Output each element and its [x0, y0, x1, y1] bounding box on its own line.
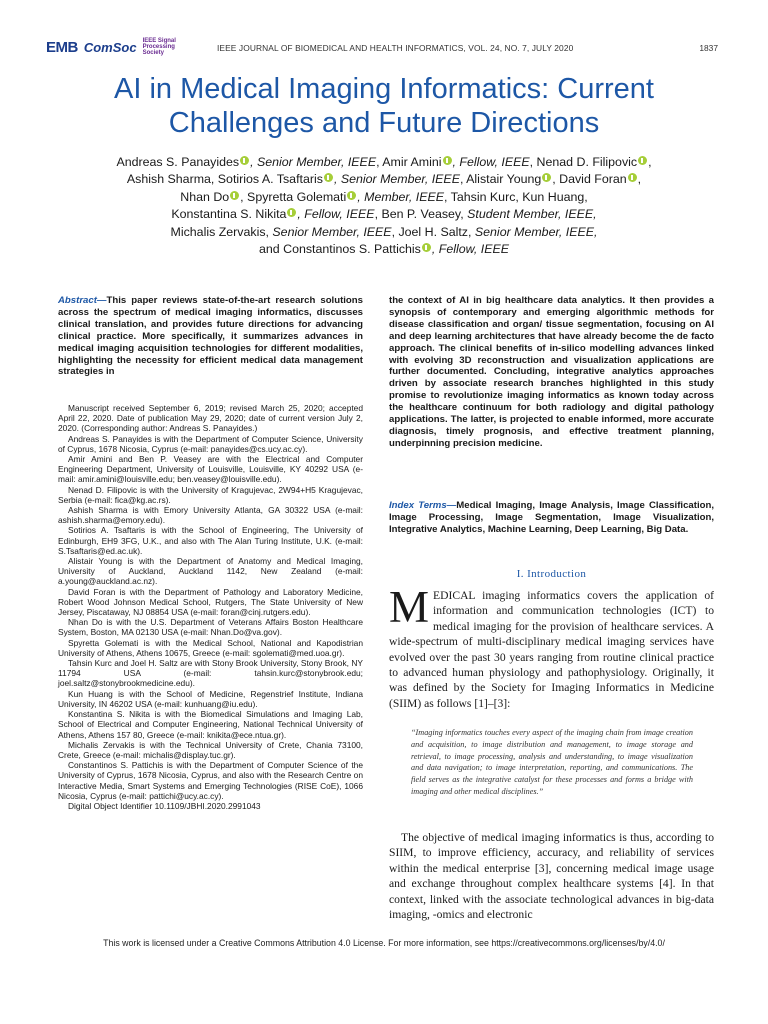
intro-paragraph-1 — [389, 582, 714, 711]
abstract-right: the context of AI in big healthcare data analytics. It then provides a synopsis of contemporary and emerging algorithmic methods for disease classification and organ/ tissue segmentation, focusing on AI and deep learning architectures that have already become the de facto approach. The clinical benefits of in-silico modelling advances linked with evolving 3D reconstruction and visualization applications are further documented. Concluding, integrative analytics approaches driven by associate research branches highlighted in this study promise to revolutionize imaging informatics as known today across the healthcare continuum for both radiology and digital pathology applications. The latter, is projected to enable informed, more accurate diagnosis, timely prognosis, and effective treatment planning, underpinning precision medicine. — [389, 295, 714, 449]
author-name: , Joel H. Saltz, — [391, 224, 475, 239]
page-number: 1837 — [699, 43, 718, 53]
footnote: Spyretta Golemati is with the Medical School, National and Kapodistrian University of Athens, Athens 10675, Greece (e-mail: sgolemati@med.uoa.gr). — [58, 637, 363, 658]
signal-processing-logo: IEEE Signal Processing Society — [142, 38, 176, 56]
doi[interactable]: Digital Object Identifier 10.1109/JBHI.2020.2991043 — [68, 800, 261, 811]
author-grade: , Member, IEEE — [357, 189, 444, 204]
footnote: Nhan Do is with the U.S. Department of Veterans Affairs Boston Healthcare System, Boston, MA 02130 USA (e-mail: Nhan.Do@va.gov). — [58, 617, 363, 638]
section-title: Introduction — [527, 568, 587, 580]
journal-header: IEEE JOURNAL OF BIOMEDICAL AND HEALTH INFORMATICS, VOL. 24, NO. 7, JULY 2020 — [217, 43, 574, 53]
orcid-icon[interactable] — [443, 156, 452, 165]
abstract-left — [58, 295, 363, 378]
author-grade: Student Member, IEEE, — [467, 207, 597, 222]
footnote: Sotirios A. Tsaftaris is with the School of Engineering, The University of Edinburgh, EH9 3FG, U.K., and also with The Alan Turing Institute, U.K. (e-mail: S.Tsaftaris@ed.ac.uk). — [58, 525, 363, 556]
footnote: Constantinos S. Pattichis is with the Department of Computer Science of the University of Cyprus, 1678 Nicosia, Cyprus, and also with the Research Centre on Interactive Media, Smart Systems and Emerging Technologies (RISE CoE), 1066 Nicosia, Cyprus (e-mail: pattichi@ucy.ac.cy). — [58, 760, 363, 801]
author-name: , Alistair Young — [459, 172, 542, 187]
author-name: , David Foran — [552, 172, 627, 187]
drop-cap: M — [389, 582, 430, 632]
footnote: Konstantina S. Nikita is with the Biomedical Simulations and Imaging Lab, School of Electrical and Computer Engineering, National Technical University of Athens, Athens 157 80, Greece (e-mail: knikita@ece.ntua.gr). — [58, 709, 363, 740]
footnote: Nenad D. Filipovic is with the University of Kragujevac, 2W94+H5 Kragujevac, Serbia (e-mail: fica@kg.ac.rs). — [58, 484, 363, 505]
footnote: Amir Amini and Ben P. Veasey are with the Electrical and Computer Engineering Department, University of Louisville, Louisville, KY 40292 USA (e-mail: amir.amini@louisville.edu; ben.veasey@louisville.edu). — [58, 454, 363, 485]
footnote: Manuscript received September 6, 2019; revised March 25, 2020; accepted April 22, 2020. Date of publication May 29, 2020; date of current version July 2, 2020. (Corresponding author: Andreas S. Panayides.) — [58, 403, 363, 434]
author-grade: , Fellow, IEEE — [452, 155, 530, 169]
footnote: Michalis Zervakis is with the Technical University of Crete, Chania 73100, Crete, Greece (e-mail: michalis@display.tuc.gr). — [58, 739, 363, 760]
author-name: Nhan Do — [180, 189, 230, 204]
author-name: , Amir Amini — [376, 155, 442, 169]
section-heading — [389, 568, 714, 580]
author-name: , Nenad D. Filipovic — [529, 155, 638, 169]
page-header — [46, 38, 718, 64]
license-notice: This work is licensed under a Creative Commons Attribution 4.0 License. For more information, see https://creativecommons.org/licenses/by/4.0/ — [103, 938, 665, 948]
abstract-label: Abstract — [58, 295, 97, 306]
author-list — [50, 154, 718, 258]
punct: , — [637, 172, 642, 187]
intro-text: EDICAL imaging informatics covers the application of information and communication technologies (ICT) to medical imaging for the provision of healthcare services. A wide-spectrum of multi-disciplinary medical imaging services have evolved over the past 30 years ranging from routine clinical practice to advanced human physiology and pathophysiology. Originally, it was defined by the Society for Imaging Informatics in Medicine (SIIM) as follows [1]–[3]: — [389, 589, 714, 710]
author-grade: , Fellow, IEEE — [297, 207, 375, 222]
author-name: and Constantinos S. Pattichis — [259, 242, 421, 257]
index-terms — [389, 500, 714, 536]
author-grade: , Senior Member, IEEE — [250, 155, 377, 169]
affiliation-footnotes — [58, 403, 363, 811]
comsoc-logo: ComSoc — [83, 39, 137, 55]
orcid-icon[interactable] — [638, 156, 647, 165]
society-logos — [46, 38, 179, 56]
author-grade: Senior Member, IEEE — [272, 224, 392, 239]
author-name: Konstantina S. Nikita — [171, 207, 287, 222]
author-name: , Tahsin Kurc, Kun Huang, — [444, 189, 588, 204]
footnote: Ashish Sharma is with Emory University Atlanta, GA 30322 USA (e-mail: ashish.sharma@emory.edu). — [58, 505, 363, 526]
author-name: , Spyretta Golemati — [240, 189, 347, 204]
author-grade: , Senior Member, IEEE — [333, 172, 460, 187]
orcid-icon[interactable] — [347, 191, 356, 200]
index-terms-label: Index Terms — [389, 500, 447, 511]
author-grade: Senior Member, IEEE, — [474, 224, 598, 239]
abstract-dash: — — [96, 295, 107, 306]
footnote: Kun Huang is with the School of Medicine, Regenstrief Institute, Indiana University, IN 46202 USA (e-mail: kunhuang@iu.edu). — [58, 688, 363, 709]
emb-logo: EMB — [46, 38, 78, 56]
paper-title: AI in Medical Imaging Informatics: Current Challenges and Future Directions — [114, 73, 654, 139]
intro-text: The objective of medical imaging informatics is thus, according to SIIM, to improve efficiency, accuracy, and reliability of services within the medical enterprise [3], concerning medical image usage and exchange throughout complex healthcare systems [4]. In that context, linked with the associate technological advances in big-data imaging, -omics and electronic — [389, 831, 714, 922]
orcid-icon[interactable] — [240, 156, 249, 165]
footnote: David Foran is with the Department of Pathology and Laboratory Medicine, Robert Wood Johnson Medical School, Rutgers, The State University of New Jersey, Piscataway, NJ 08854 USA (e-mail: foran@cinj.rutgers.edu). — [58, 586, 363, 618]
footnote: Alistair Young is with the Department of Anatomy and Medical Imaging, University of Auckland, Auckland 1142, New Zealand (e-mail: a.young@auckland.ac.nz). — [58, 556, 363, 587]
orcid-icon[interactable] — [422, 243, 431, 252]
siim-quote: “Imaging informatics touches every aspect of the imaging chain from image creation and acquisition, to image distribution and management, to image storage and retrieval, to image processing, analysis and understanding, to image visualization and data navigation; to image interpretation, reporting, and communications. The field serves as the integrative catalyst for these processes and forms a bridge with imaging and other medical disciplines.” — [411, 728, 693, 796]
index-terms-text: Medical Imaging, Image Analysis, Image Classification, Image Processing, Image Segmentation, Image Visualization, Integrative Analytics, Machine Learning, Deep Learning, Big Data. — [389, 500, 714, 535]
author-name: Andreas S. Panayides — [116, 155, 240, 169]
footnote: Andreas S. Panayides is with the Department of Computer Science, University of Cyprus, 1678 Nicosia, Cyprus (e-mail: panayides@cs.ucy.ac.cy). — [58, 433, 363, 454]
orcid-icon[interactable] — [324, 173, 333, 182]
orcid-icon[interactable] — [542, 173, 551, 182]
orcid-icon[interactable] — [628, 173, 637, 182]
author-grade: , Fellow, IEEE — [431, 242, 509, 257]
abstract-text: This paper reviews state-of-the-art research solutions across the spectrum of medical imaging informatics, discusses clinical translation, and provides future directions for advancing clinical practice. More specifically, it summarizes advances in medical imaging acquisition technologies for different modalities, highlighting the necessity for efficient medical data management strategies in — [58, 295, 363, 378]
author-name: Michalis Zervakis, — [170, 224, 273, 239]
author-name: , Ben P. Veasey, — [374, 207, 468, 222]
intro-paragraph-2 — [389, 830, 714, 922]
index-terms-dash: — — [446, 500, 457, 511]
author-name: Ashish Sharma, Sotirios A. Tsaftaris — [126, 172, 323, 187]
orcid-icon[interactable] — [230, 191, 239, 200]
orcid-icon[interactable] — [287, 208, 296, 217]
punct: , — [648, 155, 652, 169]
footnote: Tahsin Kurc and Joel H. Saltz are with Stony Brook University, Stony Brook, NY 11794 USA (e-mail: tahsin.kurc@stonybrook.edu; joel.saltz@stonybrookmedicine.edu). — [58, 658, 363, 689]
section-number: I. — [516, 568, 524, 580]
